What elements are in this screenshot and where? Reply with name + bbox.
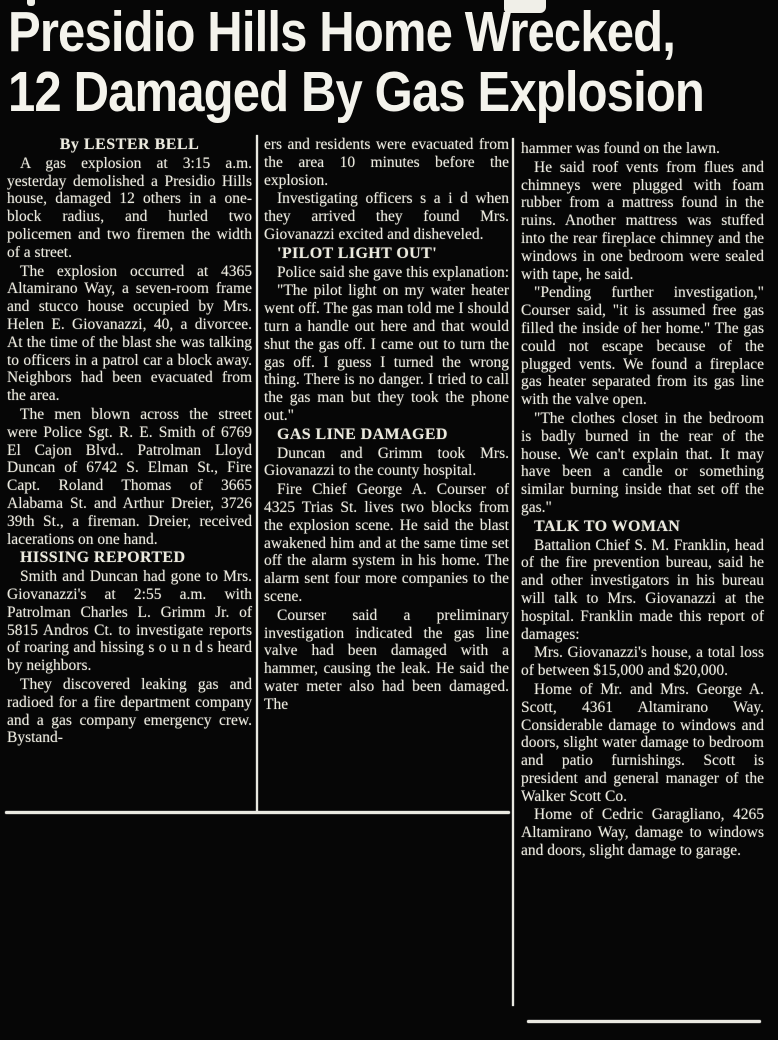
- end-rule-columns-1-2: [5, 811, 510, 814]
- article-paragraph: Battalion Chief S. M. Franklin, head of the fire prevention bureau, said he and other investigators in his bureau will talk to Mrs. Giovanazzi at the hospital. Franklin made this report of damages:: [521, 536, 764, 643]
- article-paragraph: Fire Chief George A. Courser of 4325 Trias St. lives two blocks from the explosion scene. He said the blast awakened him and at the same time set off the alarm system in his home. The alarm sent four more companies to the scene.: [264, 481, 509, 605]
- section-heading-gas-line-damaged: GAS LINE DAMAGED: [277, 425, 448, 443]
- article-paragraph: A gas explosion at 3:15 a.m. yesterday demolished a Presidio Hills house, damaged 12 others in a one-block radius, and hurled two policemen and two firemen the width of a street.: [7, 154, 252, 261]
- article-paragraph: They discovered leaking gas and radioed for a fire department company and a gas company emergency crew. Bystand-: [7, 675, 252, 747]
- article-paragraph: "Pending further investigation," Courser said, "it is assumed free gas filled the inside of her home." The gas could not escape because of the plugged vents. We found a fireplace gas heater separated from its gas line with the valve open.: [521, 284, 764, 409]
- section-heading-hissing-reported: HISSING REPORTED: [20, 549, 186, 567]
- article-paragraph: Courser said a preliminary investigation indicated the gas line valve had been damaged with a hammer, causing the leak. He said the water meter also had been damaged. The: [264, 606, 509, 713]
- column-rule-2: [512, 138, 514, 1006]
- article-headline: [8, 2, 774, 122]
- headline-line-1: Presidio Hills Home Wrecked,: [8, 0, 675, 64]
- article-paragraph: Home of Mr. and Mrs. George A. Scott, 4361 Altamirano Way. Considerable damage to windows and doors, slight water damage to bedroom and patio furnishings. Scott is president and general manager of the Walker Scott Co.: [521, 680, 764, 805]
- article-column-3: [521, 140, 764, 861]
- article-paragraph: hammer was found on the lawn.: [521, 140, 720, 157]
- article-column-1: [7, 136, 252, 748]
- section-heading-pilot-light-out: 'PILOT LIGHT OUT': [277, 244, 438, 262]
- end-rule-column-3: [527, 1020, 761, 1023]
- byline: By LESTER BELL: [59, 136, 200, 153]
- article-paragraph: Smith and Duncan had gone to Mrs. Giovanazzi's at 2:55 a.m. with Patrolman Charles L. Grimm Jr. of 5815 Andros Ct. to investigate reports of roaring and hissing s o u n d s heard by neighbors.: [7, 568, 252, 675]
- headline-line-2: 12 Damaged By Gas Explosion: [8, 60, 704, 124]
- article-paragraph: Mrs. Giovanazzi's house, a total loss of between $15,000 and $20,000.: [521, 644, 764, 680]
- article-paragraph: Investigating officers s a i d when they arrived they found Mrs. Giovanazzi excited and disheveled.: [264, 190, 509, 243]
- section-heading-talk-to-woman: TALK TO WOMAN: [534, 517, 681, 535]
- article-paragraph: Police said she gave this explanation:: [277, 263, 510, 281]
- article-paragraph: He said roof vents from flues and chimneys were plugged with foam rubber from a mattress found in the ruins. Another mattress was stuffed into the rear fireplace chimney and the windows in one bedroom were sealed with tape, he said.: [521, 158, 764, 283]
- column-rule-1: [256, 135, 258, 813]
- article-paragraph: Home of Cedric Garagliano, 4265 Altamirano Way, damage to windows and doors, slight damage to garage.: [521, 806, 764, 860]
- article-paragraph: "The clothes closet in the bedroom is badly burned in the rear of the house. We can't explain that. It may have been a candle or something similar burning inside that set off the gas.": [521, 409, 764, 516]
- article-paragraph: The men blown across the street were Police Sgt. R. E. Smith of 6769 El Cajon Blvd.. Patrolman Lloyd Duncan of 6742 S. Elman St., Fire Capt. Roland Thomas of 3665 Alabama St. and Arthur Dreier, 3726 39th St., a fireman. Dreier, received lacerations on one hand.: [7, 405, 252, 548]
- article-paragraph: "The pilot light on my water heater went off. The gas man told me I should turn a handle out here and that would shut the gas off. I came out to turn the gas off. I guess I turned the wrong thing. There is no danger. I tried to call the gas man but they took the phone out.": [264, 282, 509, 424]
- article-paragraph: The explosion occurred at 4365 Altamirano Way, a seven-room frame and stucco house occupied by Mrs. Helen E. Giovanazzi, 40, a divorcee. At the time of the blast she was talking to officers in a patrol car a block away. Neighbors had been evacuated from the area.: [7, 262, 252, 405]
- article-paragraph: Duncan and Grimm took Mrs. Giovanazzi to the county hospital.: [264, 444, 509, 480]
- article-paragraph: ers and residents were evacuated from the area 10 minutes before the explosion.: [264, 136, 509, 189]
- article-column-2: [264, 136, 509, 715]
